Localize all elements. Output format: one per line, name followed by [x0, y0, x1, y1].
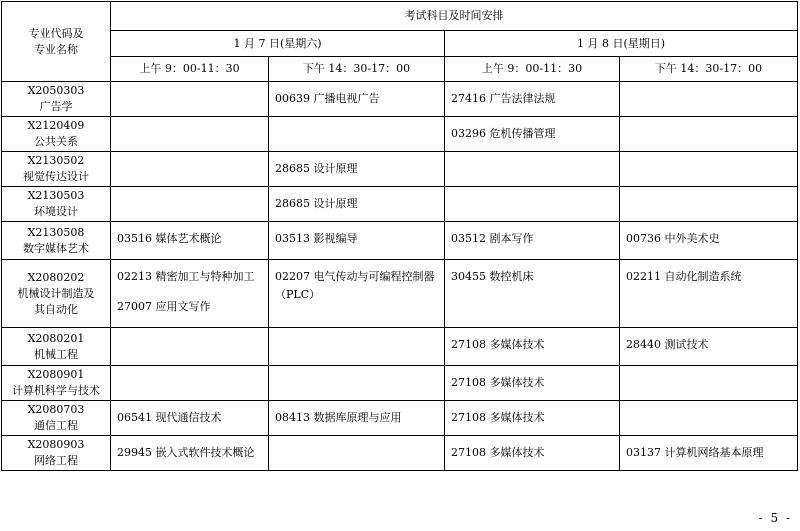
major-code: X2130503	[27, 189, 85, 202]
major-name: 广告学	[39, 100, 73, 113]
exam-cell-jan8-pm	[620, 260, 798, 328]
exam-subject: 27007 应用文写作	[117, 300, 211, 313]
exam-cell-jan7-pm	[269, 152, 445, 187]
exam-subject: 03296 危机传播管理	[451, 127, 556, 140]
table-row	[2, 187, 798, 222]
exam-cell-jan8-pm	[620, 152, 798, 187]
exam-cell-jan7-pm	[269, 328, 445, 366]
major-cell	[2, 328, 111, 366]
exam-cell-jan8-pm	[620, 222, 798, 260]
exam-cell-jan8-pm	[620, 366, 798, 401]
exam-cell-jan7-pm	[269, 117, 445, 152]
major-name: 机械设计制造及	[17, 286, 95, 300]
exam-cell-jan7-am	[111, 82, 269, 117]
exam-subject: 29945 嵌入式软件技术概论	[117, 446, 255, 459]
major-header-line1: 专业代码及	[28, 26, 84, 40]
major-cell	[2, 222, 111, 260]
header-row-title	[2, 2, 798, 31]
exam-cell-jan8-am	[445, 401, 620, 436]
table-row	[2, 436, 798, 471]
major-cell	[2, 260, 111, 328]
major-code: X2080201	[27, 331, 85, 345]
exam-subject: 27416 广告法律法规	[451, 92, 556, 105]
exam-cell-jan8-am	[445, 436, 620, 471]
exam-subject: 03512 剧本写作	[451, 232, 534, 245]
major-name: 公共关系	[34, 135, 78, 148]
exam-subject: 02213 精密加工与特种加工	[117, 270, 255, 283]
header-row-days	[2, 31, 798, 57]
major-code: X2080903	[27, 438, 85, 451]
major-name: 环境设计	[34, 205, 78, 218]
major-cell	[2, 366, 111, 401]
exam-subject: 06541 现代通信技术	[117, 411, 222, 424]
major-cell	[2, 401, 111, 436]
major-name: 计算机科学与技术	[12, 384, 100, 397]
exam-cell-jan7-am	[111, 152, 269, 187]
major-code: X2080202	[27, 270, 85, 284]
exam-cell-jan8-pm	[620, 117, 798, 152]
schedule-body	[2, 2, 798, 471]
exam-cell-jan8-pm	[620, 436, 798, 471]
exam-schedule-table	[1, 1, 798, 471]
exam-cell-jan8-am	[445, 328, 620, 366]
exam-subject: 03513 影视编导	[275, 232, 358, 245]
exam-subject: 03137 计算机网络基本原理	[626, 446, 764, 459]
exam-subject: 27108 多媒体技术	[451, 376, 545, 389]
major-code: X2130502	[27, 154, 85, 167]
slot-header-jan8-pm: 下午 14：30-17：00	[620, 57, 798, 82]
exam-cell-jan7-am	[111, 222, 269, 260]
exam-cell-jan7-am	[111, 436, 269, 471]
exam-subject: 02207 电气传动与可编程控制器	[275, 270, 435, 283]
major-cell	[2, 82, 111, 117]
exam-cell-jan7-pm	[269, 82, 445, 117]
major-column-header	[2, 2, 111, 82]
table-row	[2, 152, 798, 187]
page-number: - 5 -	[758, 511, 792, 525]
exam-cell-jan8-pm	[620, 401, 798, 436]
exam-cell-jan7-pm	[269, 187, 445, 222]
exam-cell-jan7-am	[111, 260, 269, 328]
exam-subject: 28685 设计原理	[275, 162, 358, 175]
exam-subject: 27108 多媒体技术	[451, 411, 545, 424]
major-name: 数字媒体艺术	[23, 241, 89, 255]
table-row	[2, 366, 798, 401]
exam-subject: 03516 媒体艺术概论	[117, 232, 222, 245]
major-code: X2120409	[27, 119, 85, 132]
slot-header-jan8-am: 上午 9：00-11：30	[445, 57, 620, 82]
table-row	[2, 222, 798, 260]
exam-cell-jan8-am	[445, 366, 620, 401]
exam-cell-jan8-am	[445, 260, 620, 328]
table-row	[2, 260, 798, 328]
major-cell	[2, 117, 111, 152]
exam-cell-jan8-pm	[620, 82, 798, 117]
exam-cell-jan7-pm	[269, 401, 445, 436]
exam-cell-jan8-pm	[620, 187, 798, 222]
exam-subject: 30455 数控机床	[451, 270, 534, 283]
major-code: X2130508	[27, 225, 85, 239]
schedule-title: 考试科目及时间安排	[111, 2, 798, 31]
exam-cell-jan8-pm	[620, 328, 798, 366]
major-name: 网络工程	[34, 454, 78, 467]
exam-subject: 28440 测试技术	[626, 338, 709, 351]
slot-header-jan7-am: 上午 9：00-11：30	[111, 57, 269, 82]
exam-cell-jan7-pm	[269, 260, 445, 328]
major-code: X2080703	[27, 403, 85, 416]
table-row	[2, 328, 798, 366]
exam-subject: 00736 中外美术史	[626, 232, 720, 245]
day-header-jan7: 1 月 7 日(星期六)	[111, 31, 445, 57]
exam-subject: 08413 数据库原理与应用	[275, 411, 402, 424]
major-name: 其自动化	[34, 302, 78, 316]
table-row	[2, 401, 798, 436]
exam-cell-jan8-am	[445, 222, 620, 260]
exam-cell-jan7-am	[111, 401, 269, 436]
major-name: 通信工程	[34, 419, 78, 432]
exam-cell-jan8-am	[445, 82, 620, 117]
exam-cell-jan7-am	[111, 187, 269, 222]
exam-cell-jan7-am	[111, 117, 269, 152]
major-cell	[2, 152, 111, 187]
exam-cell-jan7-pm	[269, 366, 445, 401]
slot-header-jan7-pm: 下午 14：30-17：00	[269, 57, 445, 82]
day-header-jan8: 1 月 8 日(星期日)	[445, 31, 798, 57]
major-name: 视觉传达设计	[23, 170, 89, 183]
exam-subject: 27108 多媒体技术	[451, 446, 545, 459]
exam-cell-jan8-am	[445, 152, 620, 187]
table-row	[2, 117, 798, 152]
exam-subject: （PLC）	[275, 288, 321, 301]
exam-cell-jan8-am	[445, 187, 620, 222]
major-code: X2050303	[27, 84, 85, 97]
exam-subject: 02211 自动化制造系统	[626, 270, 742, 283]
exam-cell-jan7-pm	[269, 222, 445, 260]
major-header-line2: 专业名称	[34, 42, 78, 56]
major-cell	[2, 436, 111, 471]
header-row-slots	[2, 57, 798, 82]
exam-subject: 00639 广播电视广告	[275, 92, 380, 105]
major-code: X2080901	[27, 368, 85, 381]
exam-subject: 28685 设计原理	[275, 197, 358, 210]
major-cell	[2, 187, 111, 222]
table-row	[2, 82, 798, 117]
exam-cell-jan7-am	[111, 366, 269, 401]
exam-cell-jan8-am	[445, 117, 620, 152]
exam-cell-jan7-pm	[269, 436, 445, 471]
exam-subject: 27108 多媒体技术	[451, 338, 545, 351]
exam-cell-jan7-am	[111, 328, 269, 366]
major-name: 机械工程	[34, 347, 78, 361]
